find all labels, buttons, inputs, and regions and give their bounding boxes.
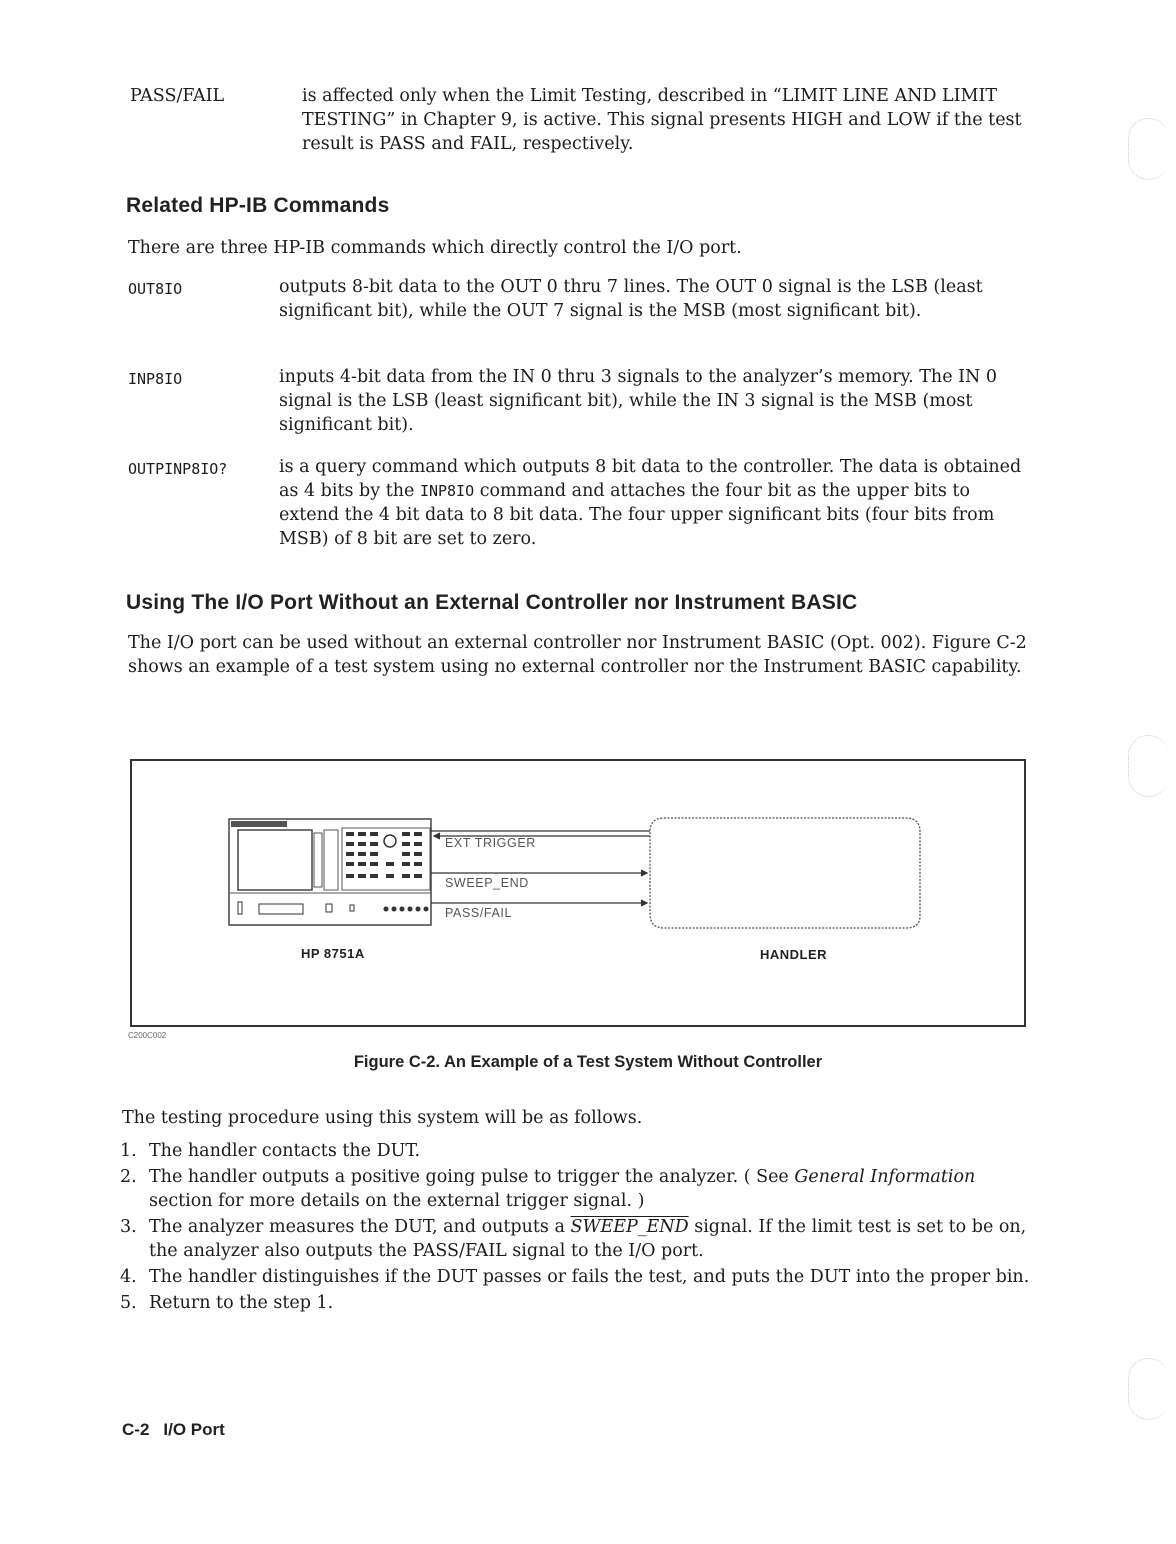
hp-8751a-analyzer <box>229 819 431 925</box>
related-commands-heading: Related HP-IB Commands <box>126 194 390 217</box>
step-italic: General Information <box>794 1167 976 1187</box>
related-commands-intro: There are three HP-IB commands which directly control the I/O port. <box>128 238 742 258</box>
step-text: signal. If the limit test is set to be on, the analyzer also outputs the PASS/FAIL signal to the I/O port. <box>149 1217 1027 1261</box>
figure-id: C200C002 <box>128 1031 167 1040</box>
punch-hole-mark <box>1128 735 1169 797</box>
step-text: The handler distinguishes if the DUT passes or fails the test, and puts the DUT into the proper bin. <box>149 1267 1030 1287</box>
signal-ext-trigger-label: EXT TRIGGER <box>445 836 536 850</box>
signal-sweep-end-label: SWEEP_END <box>445 876 529 890</box>
procedure-step <box>120 1165 1040 1213</box>
desc-part: command and attaches the four bit as the upper bits to extend the 4 bit data to 8 bit data. The four upper significant bits (four bits from MSB) of 8 bit are set to zero. <box>279 481 995 549</box>
step-text: section for more details on the external trigger signal. ) <box>149 1191 645 1211</box>
punch-hole-mark <box>1128 118 1169 180</box>
handler-label: HANDLER <box>760 947 828 962</box>
command-name: INP8IO <box>128 370 183 388</box>
step-number: 1. <box>120 1141 137 1161</box>
step-number: 3. <box>120 1217 137 1237</box>
step-number: 2. <box>120 1167 137 1187</box>
section-title: I/O Port <box>163 1420 225 1439</box>
command-description: outputs 8-bit data to the OUT 0 thru 7 lines. The OUT 0 signal is the LSB (least significant bit), while the OUT 7 signal is the MSB (most significant bit). <box>279 277 983 321</box>
desc-part: is a query command which outputs 8 bit data to the controller. The data is obtained as 4 bits by the <box>279 457 1022 501</box>
step-text: Return to the step 1. <box>149 1293 334 1313</box>
step-text: The handler contacts the DUT. <box>149 1141 421 1161</box>
figure-caption: Figure C-2. An Example of a Test System Without Controller <box>353 1053 823 1071</box>
step-text: The handler outputs a positive going pulse to trigger the analyzer. ( See <box>149 1167 795 1187</box>
command-name: OUT8IO <box>128 280 183 298</box>
analyzer-label: HP 8751A <box>301 946 365 961</box>
procedure-step <box>120 1215 1040 1263</box>
procedure-steps <box>120 1139 1040 1315</box>
step-number: 4. <box>120 1267 137 1287</box>
procedure-step <box>120 1265 1040 1289</box>
definition-term: PASS/FAIL <box>130 86 225 106</box>
punch-hole-mark <box>1128 1358 1169 1420</box>
signal-pass-fail-label: PASS/FAIL <box>445 906 513 920</box>
command-description: inputs 4-bit data from the IN 0 thru 3 signals to the analyzer’s memory. The IN 0 signal is the LSB (least significant bit), while the IN 3 signal is the MSB (most significant bit). <box>279 367 998 435</box>
sweep-end-signal: SWEEP_END <box>570 1217 689 1237</box>
procedure-intro: The testing procedure using this system will be as follows. <box>122 1108 643 1128</box>
definition-description: is affected only when the Limit Testing, described in “LIMIT LINE AND LIMIT TESTING” in Chapter 9, is active. This signal presents HIGH and LOW if the test result is PASS and FAIL, respectively. <box>302 86 1022 154</box>
inline-command: INP8IO <box>419 482 475 500</box>
procedure-step <box>120 1291 1040 1315</box>
procedure-step <box>120 1139 1040 1163</box>
handler-unit <box>650 818 920 928</box>
step-number: 5. <box>120 1293 137 1313</box>
without-controller-body: The I/O port can be used without an external controller nor Instrument BASIC (Opt. 002). Figure C-2 shows an example of a test system using no external controller nor the Instrument BASIC capability. <box>128 633 1027 677</box>
without-controller-heading: Using The I/O Port Without an External Controller nor Instrument BASIC <box>126 591 858 614</box>
page-number: C-2 <box>122 1420 150 1439</box>
step-text: The analyzer measures the DUT, and outputs a <box>149 1217 571 1237</box>
page-footer <box>122 1420 225 1440</box>
command-name: OUTPINP8IO? <box>128 460 228 478</box>
